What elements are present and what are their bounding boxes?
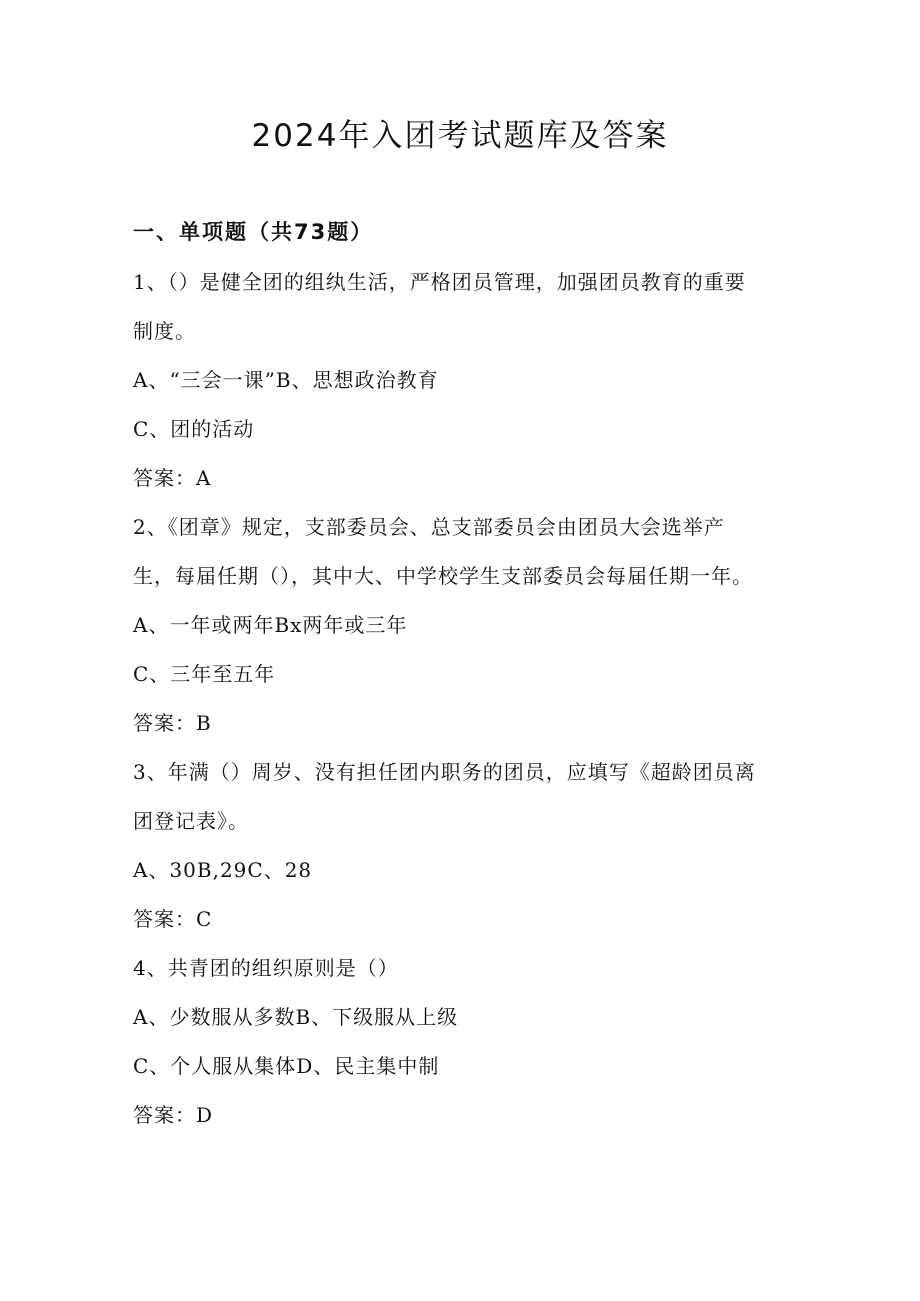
question-options-line: A、30B,29C、28 [133,858,313,882]
question-text-line: 1、（）是健全团的组纨生活，严格团员管理，加强团员教育的重要 [133,270,746,294]
question-list [133,258,793,1140]
question-answer: 答案：C [133,907,213,931]
section-heading: 一、单项题（共73题） [133,220,374,244]
question-4 [133,944,793,1140]
question-options-line: A、“三会一课”B、思想政治教育 [133,368,439,392]
document-title: 2024年入团考试题库及答案 [251,118,669,154]
question-text-line: 制度。 [133,319,196,343]
question-options-line: C、三年至五年 [133,662,276,686]
question-text-line: 4、共青团的组织原则是（） [133,956,399,980]
question-text-line: 2、《团章》规定，支部委员会、总支部委员会由团员大会选举产 [133,515,725,539]
question-text-line: 3、年满（）周岁、没有担任团内职务的团员，应填写《超龄团员离 [133,760,756,784]
question-answer: 答案：B [133,711,212,735]
question-answer: 答案：A [133,466,212,490]
question-options-line: A、少数服从多数B、下级服从上级 [133,1005,459,1029]
question-answer: 答案：D [133,1103,214,1127]
question-text-line: 生，每届任期（），其中大、中学校学生支部委员会每届任期一年。 [133,564,753,588]
question-2 [133,503,793,748]
question-options-line: A、一年或两年Bx两年或三年 [133,613,408,637]
question-3 [133,748,793,944]
question-text-line: 团登记表》。 [133,809,249,833]
question-1 [133,258,793,503]
question-options-line: C、个人服从集体D、民主集中制 [133,1054,440,1078]
question-options-line: C、团的活动 [133,417,255,441]
